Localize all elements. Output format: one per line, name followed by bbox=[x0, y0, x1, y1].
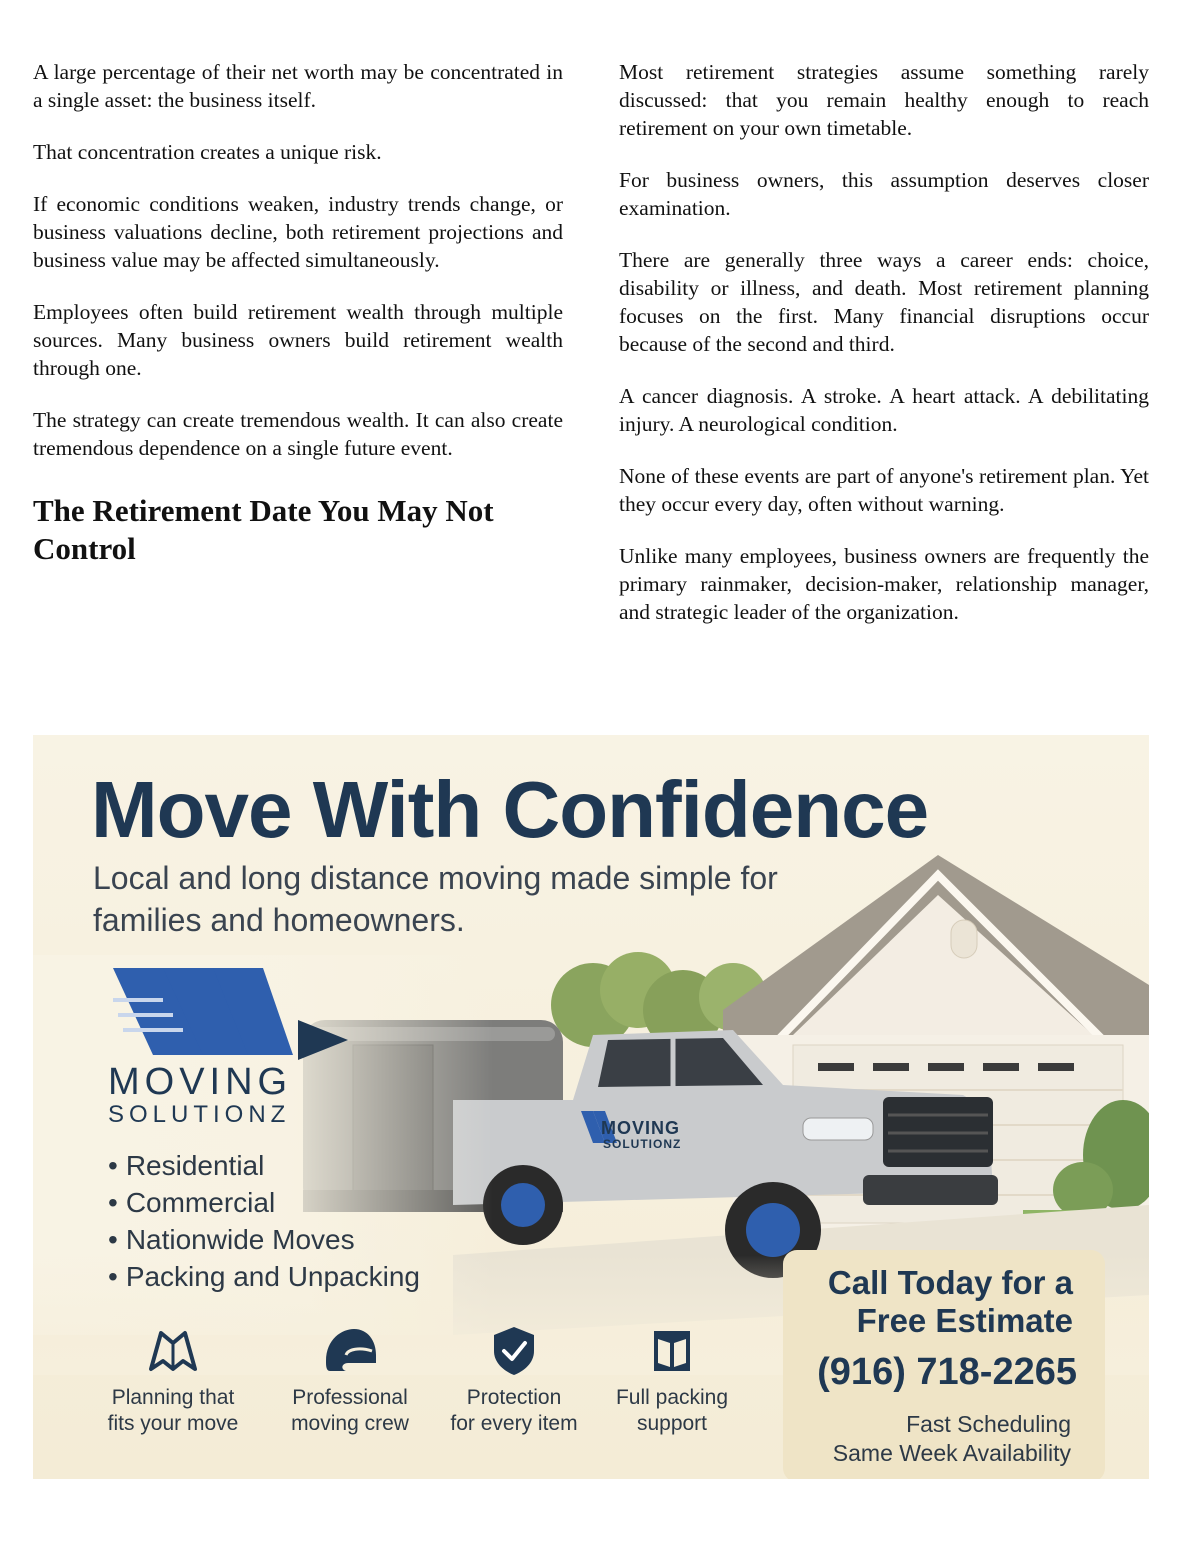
paragraph: The strategy can create tremendous wealth. It can also create tremendous dependence on a single future event. bbox=[33, 408, 563, 460]
logo-text-solutionz: SOLUTIONZ bbox=[108, 1101, 291, 1128]
truck-door-logo-text: MOVING bbox=[601, 1118, 681, 1138]
feature-label: Professional moving crew bbox=[291, 1386, 409, 1435]
feature-label: Planning that fits your move bbox=[107, 1386, 239, 1435]
shield-check-icon bbox=[484, 1325, 544, 1377]
moving-company-ad bbox=[33, 735, 1149, 1479]
service-item: • Packing and Unpacking bbox=[108, 1258, 420, 1295]
map-icon bbox=[143, 1325, 203, 1377]
feature-label: Protection for every item bbox=[450, 1386, 578, 1435]
cta-note-availability: Same Week Availability bbox=[832, 1440, 1071, 1466]
service-item: • Residential bbox=[108, 1147, 420, 1184]
paragraph: Unlike many employees, business owners are frequently the primary rainmaker, decision-maker, relationship manager, and strategic leader of the organization. bbox=[619, 544, 1149, 624]
paragraph: There are generally three ways a career ends: choice, disability or illness, and death. Most retirement planning focuses on the first. Many financial disruptions occur because of the second and third. bbox=[619, 248, 1149, 356]
feature-crew bbox=[265, 1325, 435, 1437]
service-item: • Nationwide Moves bbox=[108, 1221, 420, 1258]
logo-text-moving: MOVING bbox=[108, 1061, 293, 1103]
cta-note-scheduling: Fast Scheduling bbox=[906, 1411, 1071, 1437]
feature-label: Full packing support bbox=[615, 1386, 729, 1435]
phone-number[interactable]: (916) 718-2265 bbox=[817, 1351, 1077, 1393]
paragraph: None of these events are part of anyone's retirement plan. Yet they occur every day, often without warning. bbox=[619, 464, 1149, 516]
paragraph: Most retirement strategies assume something rarely discussed: that you remain healthy enough to reach retirement on your own timetable. bbox=[619, 60, 1149, 140]
cta-heading-line2: Free Estimate bbox=[856, 1302, 1073, 1339]
ad-headline: Move With Confidence bbox=[91, 765, 929, 854]
feature-packing bbox=[587, 1325, 757, 1437]
services-list bbox=[108, 1147, 420, 1295]
service-item: • Commercial bbox=[108, 1184, 420, 1221]
helmet-icon bbox=[320, 1325, 380, 1377]
paragraph: A cancer diagnosis. A stroke. A heart attack. A debilitating injury. A neurological condition. bbox=[619, 384, 1149, 436]
feature-planning bbox=[88, 1325, 258, 1437]
paragraph: For business owners, this assumption deserves closer examination. bbox=[619, 168, 1149, 220]
paragraph: That concentration creates a unique risk. bbox=[33, 140, 382, 164]
paragraph: If economic conditions weaken, industry trends change, or business valuations decline, both retirement projections and business value may be affected simultaneously. bbox=[33, 192, 563, 272]
cta-heading-line1: Call Today for a bbox=[827, 1264, 1073, 1301]
box-icon bbox=[642, 1325, 702, 1377]
article-right-column bbox=[619, 58, 1149, 650]
ad-subheadline: Local and long distance moving made simple for families and homeowners. bbox=[93, 860, 778, 938]
article-left-column bbox=[33, 58, 563, 568]
company-logo-icon bbox=[103, 960, 363, 1160]
call-to-action-box bbox=[783, 1250, 1105, 1479]
paragraph: Employees often build retirement wealth through multiple sources. Many business owners build retirement wealth through one. bbox=[33, 300, 563, 380]
paragraph: A large percentage of their net worth may be concentrated in a single asset: the business itself. bbox=[33, 60, 563, 112]
section-heading: The Retirement Date You May Not Control bbox=[33, 493, 494, 566]
feature-protection bbox=[429, 1325, 599, 1437]
truck-door-logo-subtext: SOLUTIONZ bbox=[603, 1137, 682, 1151]
